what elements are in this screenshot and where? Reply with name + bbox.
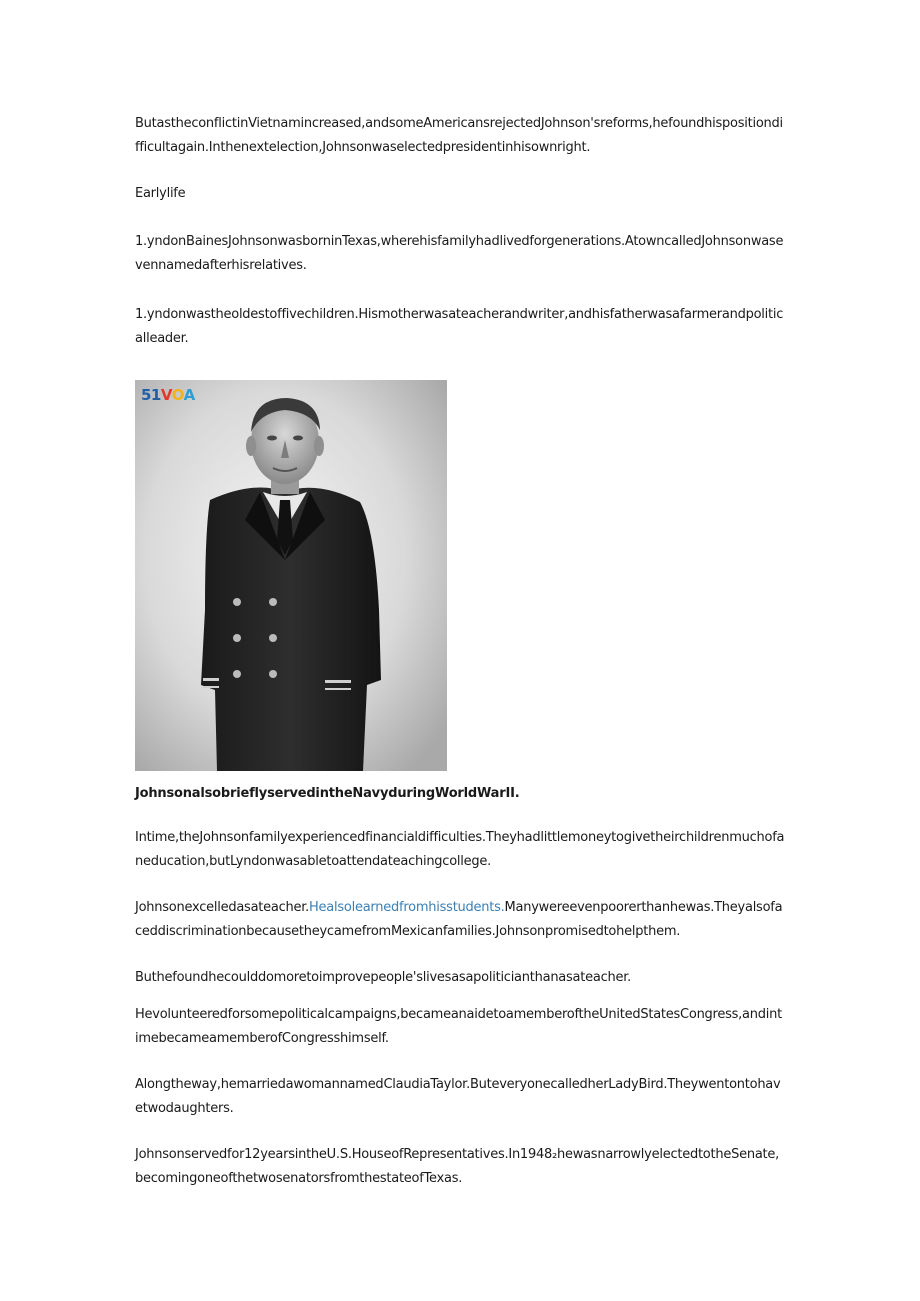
paragraph-campaigns: Hevolunteeredforsomepoliticalcampaigns,becameanaidetoamemberoftheUnitedStatesCongress,andintimebecameamemberofCongresshimself.: [135, 1007, 782, 1046]
paragraph-family: 1.yndonwastheoldestoffivechildren.Hismotherwasateacherandwriter,andhisfatherwasafarmerandpoliticalleader.: [135, 307, 784, 346]
portrait-illustration: [135, 380, 447, 771]
students-link[interactable]: Healsolearnedfromhisstudents.: [309, 900, 505, 915]
section-heading-early-life: Earlylife: [135, 186, 186, 201]
johnson-navy-photo: [135, 380, 447, 771]
paragraph-financial: Intime,theJohnsonfamilyexperiencedfinancialdifficulties.Theyhadlittlemoneytogivetheirchildrenmuchofaneducation,butLyndonwasabletoattendateachingcollege.: [135, 830, 785, 869]
photo-caption: JohnsonalsobrieflyservedintheNavyduringWorldWarII.: [135, 786, 520, 801]
paragraph-politician: Buthefoundhecoulddomoretoimprovepeople'slivesasapoliticianthanasateacher.: [135, 970, 631, 985]
paragraph-lady-bird: Alongtheway,hemarriedawomannamedClaudiaTaylor.ButeveryonecalledherLadyBird.Theywentontohavetwodaughters.: [135, 1077, 781, 1116]
paragraph-vietnam: ButastheconflictinVietnamincreased,andsomeAmericansrejectedJohnson'sreforms,hefoundhispositiondifficultagain.Inthenextelection,Johnsonwaselectedpresidentinhisownright.: [135, 116, 783, 155]
paragraph-teacher: [135, 896, 785, 944]
paragraph-birth: 1.yndonBainesJohnsonwasborninTexas,wherehisfamilyhadlivedforgenerations.AtowncalledJohnsonwasevennamedafterhisrelatives.: [135, 234, 784, 273]
paragraph-senate: Johnsonservedfor12yearsintheU.S.HouseofRepresentatives.In1948₂hewasnarrowlyelectedtotheSenate,becomingoneofthetwosenatorsfromthestateofTexas.: [135, 1147, 780, 1186]
teacher-text-end: Manywereevenpoorerthanhewas.TheyalsofaceddiscriminationbecausetheycamefromMexicanfamilies.Johnsonpromisedtohelpthem.: [135, 900, 783, 939]
51voa-logo: 51VOA: [141, 386, 195, 404]
teacher-text-start: Johnsonexcelledasateacher.: [135, 900, 310, 915]
